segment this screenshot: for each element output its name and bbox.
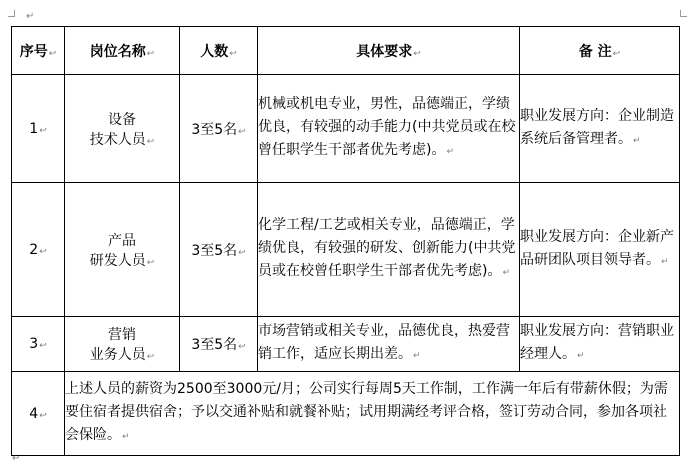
paragraph-mark-top: ↵ <box>26 11 35 22</box>
table-row <box>12 183 680 317</box>
row-index: 3↩ <box>12 317 65 372</box>
row-count: 3至5名↩ <box>180 183 258 317</box>
footer-text: 上述人员的薪资为2500至3000元/月；公司实行每周5天工作制，工作满一年后有带薪休假；为需要住宿者提供宿舍；予以交通补贴和就餐补贴；试用期满经考评合格，签订劳动合同，参加各项社会保险。↵ <box>65 372 680 456</box>
row-position: 产品 研发人员↩ <box>65 183 180 317</box>
row-requirement: 化学工程/工艺或相关专业，品德端正，学绩优良，有较强的研发、创新能力(中共党员或在校曾任职学生干部者优先考虑)。↵ <box>258 183 520 317</box>
header-note: 备 注↩ <box>520 27 680 75</box>
table-row <box>12 317 680 372</box>
row-requirement: 市场营销或相关专业，品德优良，热爱营销工作，适应长期出差。↵ <box>258 317 520 372</box>
recruitment-table <box>11 26 680 456</box>
header-count: 人数↩ <box>180 27 258 75</box>
row-count: 3至5名↩ <box>180 75 258 183</box>
row-position: 营销 业务人员↩ <box>65 317 180 372</box>
row-note: 职业发展方向：营销职业经理人。↵ <box>520 317 680 372</box>
header-position: 岗位名称↩ <box>65 27 180 75</box>
page-corner-mark-left <box>8 10 15 17</box>
row-index: 1↩ <box>12 75 65 183</box>
row-note: 职业发展方向：企业新产品研团队项目领导者。↵ <box>520 183 680 317</box>
table-row <box>12 75 680 183</box>
row-requirement: 机械或机电专业，男性，品德端正，学绩优良，有较强的动手能力(中共党员或在校曾任职学生干部者优先考虑)。↵ <box>258 75 520 183</box>
row-index: 2↩ <box>12 183 65 317</box>
table-header-row <box>12 27 680 75</box>
paragraph-mark-bottom: ↵ <box>12 453 21 464</box>
footer-index: 4↩ <box>12 372 65 456</box>
header-requirement: 具体要求↩ <box>258 27 520 75</box>
row-count: 3至5名↩ <box>180 317 258 372</box>
table-footer-row <box>12 372 680 456</box>
header-index: 序号↩ <box>12 27 65 75</box>
row-note: 职业发展方向：企业制造系统后备管理者。↵ <box>520 75 680 183</box>
page-corner-mark-right <box>680 10 687 17</box>
row-position: 设备 技术人员↩ <box>65 75 180 183</box>
